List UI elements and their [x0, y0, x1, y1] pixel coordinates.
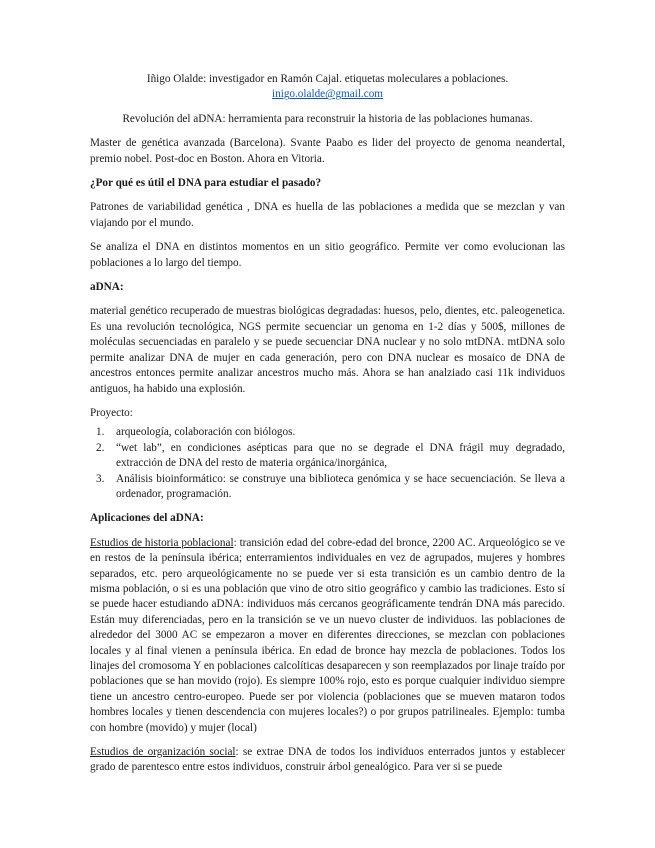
list-item-number: 3.: [96, 472, 105, 485]
organizacion-social-paragraph: [90, 745, 565, 776]
list-item-text: “wet lab”, en condiciones asépticas para que no se degrade el DNA frágil muy degradado, extracción de DNA del resto de materia orgánica/inorgánica,: [116, 441, 565, 470]
organizacion-social-title: Estudios de organización social: [90, 746, 236, 759]
subtitle: Revolución del aDNA: herramienta para reconstruir la historia de las poblaciones humanas.: [122, 112, 533, 125]
email-link[interactable]: inigo.olalde@gmail.com: [272, 88, 383, 101]
list-item-number: 1.: [96, 426, 105, 439]
proyecto-label: Proyecto:: [90, 406, 133, 419]
historia-poblacional-title: Estudios de historia poblacional: [90, 536, 234, 549]
proyecto-list: [90, 425, 565, 502]
list-item-text: arqueología, colaboración con biólogos.: [116, 426, 296, 439]
section-heading-adna: aDNA:: [90, 281, 124, 294]
header-line: Iñigo Olalde: investigador en Ramón Cajal. etiquetas moleculares a poblaciones.: [146, 73, 509, 85]
historia-poblacional-paragraph: [90, 536, 565, 736]
list-item: [90, 472, 565, 503]
section-heading-why-dna: ¿Por qué es útil el DNA para estudiar el pasado?: [90, 177, 322, 190]
email-line: [90, 87, 565, 102]
list-item: [90, 425, 565, 440]
bio-paragraph: Master de genética avanzada (Barcelona). Svante Paabo es lider del proyecto de genoma neandertal, premio nobel. Post-doc en Boston. Ahora en Vitoria.: [90, 137, 565, 165]
why-dna-paragraph-2: Se analiza el DNA en distintos momentos en un sitio geográfico. Permite ver como evolucionan las poblaciones a lo largo del tiempo.: [90, 241, 565, 269]
list-item: [90, 441, 565, 472]
historia-poblacional-body: : transición edad del cobre-edad del bronce, 2200 AC. Arqueológico se ve en restos de la península ibérica; enterramientos individuales en vez de agrupados, mujeres y hombres separados, etc. pero arqueológicamente no se puede ver si esta transición es un cambio dentro de la misma población, o si es una población que vino de otro sitio geográfico y cambio las tradiciones. Esto sí se puede hacer estudiando aDNA: individuos más cercanos geográficamente tendrán DNA más parecido. Están muy diferenciadas, pero en la transición se ve un nuevo cluster de individuos. las poblaciones de alrededor del 3000 AC se empezaron a mover en diferentes direcciones, se mezclan con poblaciones locales y al final vienen a península ibérica. En edad de bronce hay mezcla de poblaciones. Todos los linajes del cromosoma Y en poblaciones calcolíticas desaparecen y son reemplazados por linaje traído por poblaciones que se han movido (rojo). Es siempre 100% rojo, esto es porque cualquier individuo siempre tiene un ancestro centro-europeo. Puede ser por violencia (poblaciones que se mueven mataron todos hombres locales y tienen descendencia con mujeres locales?) o por grupos patrilineales. Ejemplo: tumba con hombre (movido) y mujer (local): [90, 536, 565, 734]
section-heading-aplicaciones: Aplicaciones del aDNA:: [90, 512, 204, 525]
adna-paragraph: material genético recuperado de muestras biológicas degradadas: huesos, pelo, dientes, etc. paleogenetica. Es una revolución tecnológica, NGS permite secuenciar un genoma en 1-2 días y 500$, millones de moléculas secuenciadas en paralelo y se puede secuenciar DNA nuclear y no solo mtDNA. mtDNA solo permite analizar DNA de mujer en cada generación, pero con DNA nuclear es mosaico de DNA de ancestros entonces permite analizar ancestros mucho más. Ahora se han analziado casi 11k individuos antiguos, ha habido una explosión.: [90, 305, 565, 395]
list-item-text: Análisis bioinformático: se construye una biblioteca genómica y se hace secuenciación. Se lleva a ordenador, programación.: [116, 472, 565, 500]
why-dna-paragraph-1: Patrones de variabilidad genética , DNA es huella de las poblaciones a medida que se mezclan y van viajando por el mundo.: [90, 201, 565, 229]
organizacion-social-body: : se extrae DNA de todos los individuos enterrados juntos y establecer grado de parentesco entre estos individuos, construir árbol genealógico. Para ver si se puede: [90, 746, 565, 774]
document-page: [90, 72, 565, 776]
list-item-number: 2.: [96, 441, 105, 454]
